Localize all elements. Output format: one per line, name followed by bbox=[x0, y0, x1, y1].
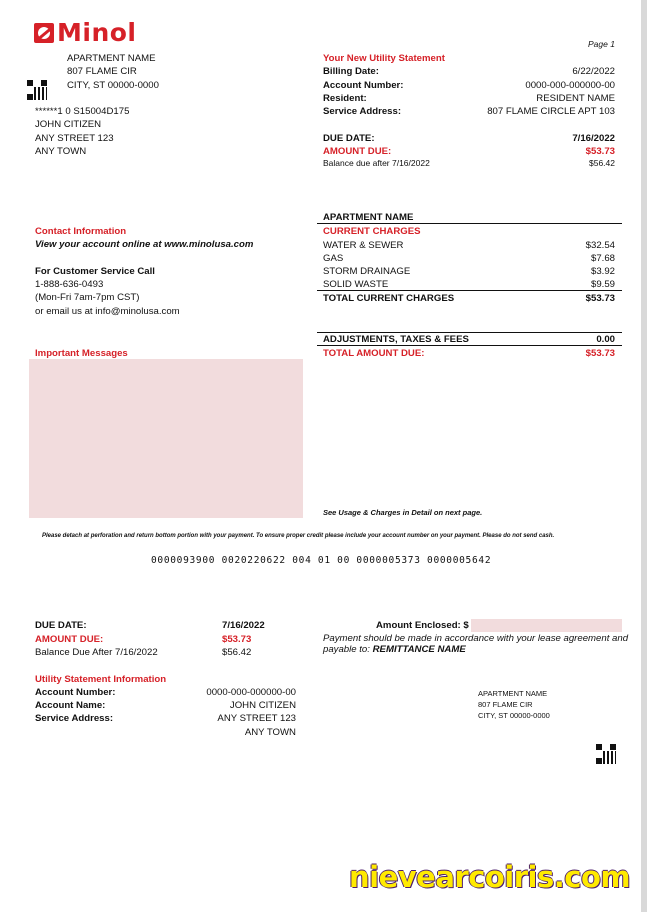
account-number-label: Account Number: bbox=[323, 80, 404, 91]
page-edge bbox=[641, 0, 647, 912]
stub-amount-due-value: $53.73 bbox=[222, 634, 252, 645]
total-due-value: $53.73 bbox=[585, 348, 615, 359]
contact-service-call: For Customer Service Call bbox=[35, 266, 155, 277]
watermark: nievearcoiris.com bbox=[349, 860, 631, 894]
charges-total-rule bbox=[317, 290, 622, 291]
total-current-value: $53.73 bbox=[585, 293, 615, 304]
sender-city: CITY, ST 00000-0000 bbox=[67, 80, 159, 91]
adjustments-label: ADJUSTMENTS, TAXES & FEES bbox=[323, 334, 469, 345]
service-address-value: 807 FLAME CIRCLE APT 103 bbox=[487, 106, 615, 117]
billing-date-value: 6/22/2022 bbox=[572, 66, 615, 77]
stub-account-number-value: 0000-000-000000-00 bbox=[206, 687, 296, 698]
charges-header: CURRENT CHARGES bbox=[323, 226, 421, 237]
amount-due-value: $53.73 bbox=[585, 146, 615, 157]
minol-logo bbox=[34, 20, 137, 45]
messages-title: Important Messages bbox=[35, 348, 128, 359]
payment-note-prefix: payable to: bbox=[323, 644, 370, 655]
amount-enclosed-field[interactable] bbox=[471, 619, 622, 632]
stub-balance-after-value: $56.42 bbox=[222, 647, 252, 658]
remit-city: CITY, ST 00000-0000 bbox=[478, 711, 550, 720]
charge-item-amount: $32.54 bbox=[585, 240, 615, 251]
amount-enclosed-label: Amount Enclosed: $ bbox=[376, 620, 469, 631]
detach-note: Please detach at perforation and return bottom portion with your payment. To ensure proper credit please include your account number on your payment. Please do not send cash. bbox=[42, 533, 555, 539]
payment-note-line1: Payment should be made in accordance with your lease agreement and bbox=[323, 633, 629, 644]
balance-after-value: $56.42 bbox=[589, 158, 615, 168]
stub-account-name-value: JOHN CITIZEN bbox=[229, 700, 296, 711]
payment-note-line2 bbox=[323, 643, 466, 656]
charge-item-amount: $3.92 bbox=[590, 266, 615, 277]
due-date-label: DUE DATE: bbox=[323, 133, 375, 144]
page-number: Page 1 bbox=[588, 39, 615, 49]
billing-date-label: Billing Date: bbox=[323, 66, 379, 77]
adjustments-value: 0.00 bbox=[596, 334, 615, 345]
contact-online[interactable]: View your account online at www.minolusa.com bbox=[35, 239, 254, 250]
contact-hours: (Mon-Fri 7am-7pm CST) bbox=[35, 292, 140, 303]
stub-account-number-label: Account Number: bbox=[35, 687, 116, 698]
payee-name: REMITTANCE NAME bbox=[372, 644, 466, 655]
stub-info-title: Utility Statement Information bbox=[35, 674, 167, 685]
logo-mark-icon bbox=[34, 23, 54, 43]
stub-due-date-label: DUE DATE: bbox=[35, 620, 87, 631]
messages-box bbox=[29, 359, 303, 518]
contact-title: Contact Information bbox=[35, 226, 127, 237]
recipient-name: JOHN CITIZEN bbox=[35, 119, 102, 130]
adjust-bottom-rule bbox=[317, 345, 622, 346]
logo-text: Minol bbox=[57, 18, 137, 47]
micr-line: 0000093900 0020220622 004 01 00 0000005373 0000005642 bbox=[151, 555, 492, 566]
sender-street: 807 FLAME CIR bbox=[67, 66, 137, 77]
stub-amount-due-label: AMOUNT DUE: bbox=[35, 634, 104, 645]
contact-email[interactable]: or email us at info@minolusa.com bbox=[35, 306, 180, 317]
charge-item-label: STORM DRAINAGE bbox=[323, 266, 411, 277]
account-number-value: 0000-000-000000-00 bbox=[525, 80, 615, 91]
charge-item-amount: $7.68 bbox=[590, 253, 615, 264]
charges-property: APARTMENT NAME bbox=[323, 212, 414, 223]
charge-item-label: SOLID WASTE bbox=[323, 279, 389, 290]
sender-name: APARTMENT NAME bbox=[67, 53, 156, 64]
recipient-street: ANY STREET 123 bbox=[35, 133, 114, 144]
resident-label: Resident: bbox=[323, 93, 367, 104]
balance-after-label: Balance due after 7/16/2022 bbox=[323, 158, 430, 168]
contact-phone: 1-888-636-0493 bbox=[35, 279, 104, 290]
remit-street: 807 FLAME CIR bbox=[478, 700, 533, 709]
recipient-town: ANY TOWN bbox=[35, 146, 87, 157]
total-due-label: TOTAL AMOUNT DUE: bbox=[323, 348, 425, 359]
remit-name: APARTMENT NAME bbox=[478, 689, 548, 698]
mail-code: ******1 0 S15004D175 bbox=[35, 106, 130, 117]
resident-value: RESIDENT NAME bbox=[536, 93, 615, 104]
stub-service-address-line1: ANY STREET 123 bbox=[217, 713, 296, 724]
charge-item-amount: $9.59 bbox=[590, 279, 615, 290]
stub-service-address-line2: ANY TOWN bbox=[244, 727, 296, 738]
qr-code-icon bbox=[27, 80, 47, 100]
charge-item-label: GAS bbox=[323, 253, 344, 264]
due-date-value: 7/16/2022 bbox=[572, 133, 615, 144]
stub-qr-code-icon bbox=[596, 744, 616, 764]
charges-top-rule bbox=[317, 223, 622, 224]
amount-due-label: AMOUNT DUE: bbox=[323, 146, 392, 157]
charge-item-label: WATER & SEWER bbox=[323, 240, 404, 251]
usage-note: See Usage & Charges in Detail on next page. bbox=[323, 508, 483, 517]
stub-due-date-value: 7/16/2022 bbox=[222, 620, 265, 631]
stub-account-name-label: Account Name: bbox=[35, 700, 106, 711]
statement-title: Your New Utility Statement bbox=[323, 53, 445, 64]
total-current-label: TOTAL CURRENT CHARGES bbox=[323, 293, 455, 304]
stub-balance-after-label: Balance Due After 7/16/2022 bbox=[35, 647, 158, 658]
stub-service-address-label: Service Address: bbox=[35, 713, 114, 724]
service-address-label: Service Address: bbox=[323, 106, 402, 117]
